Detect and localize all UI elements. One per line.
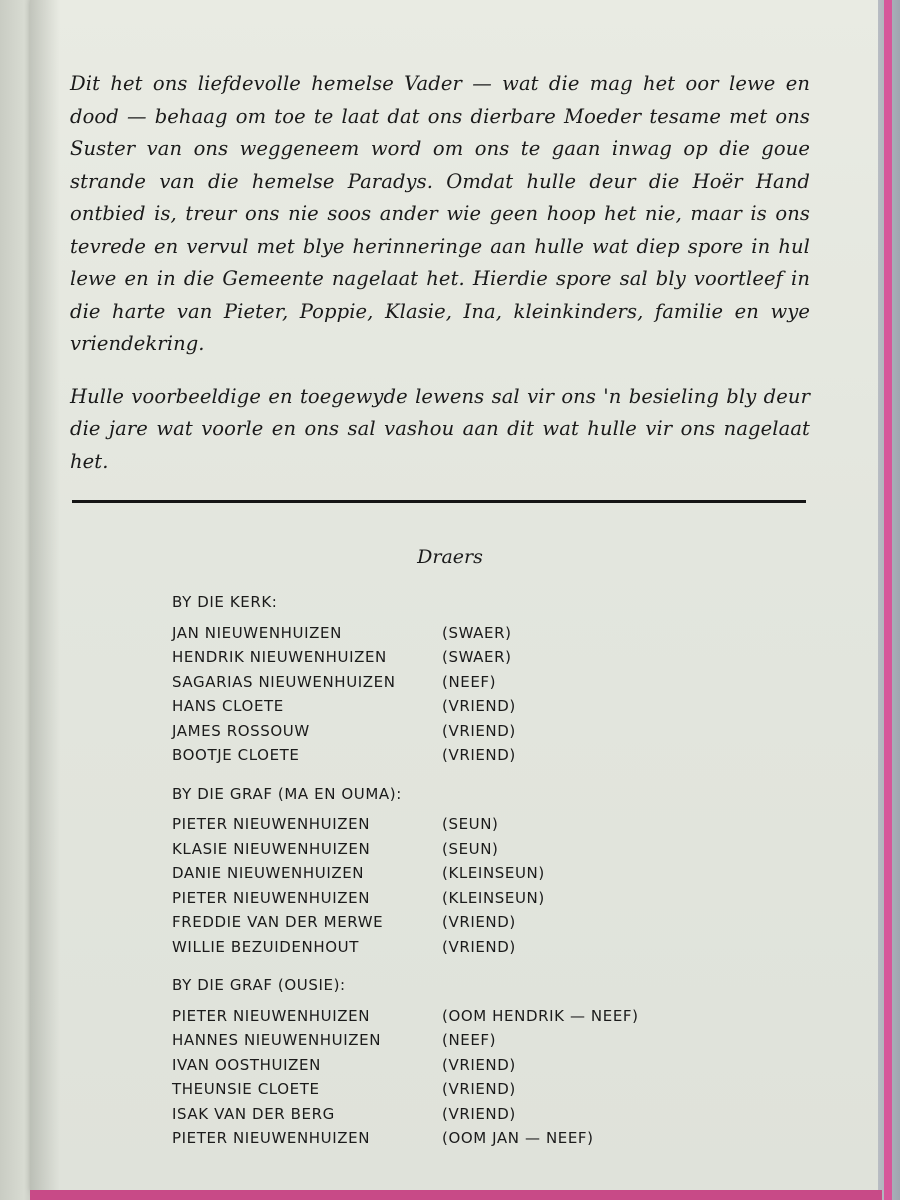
bearer-relation: (VRIEND)	[442, 1104, 516, 1123]
section-label: BY DIE GRAF (OUSIE):	[172, 976, 346, 994]
list-item	[172, 861, 772, 886]
memorial-paragraph-2: Hulle voorbeeldige en toegewyde lewens sal vir ons 'n besieling bly deur die jare wat voorle en ons sal vashou aan dit wat hulle vir ons nagelaat het.	[70, 384, 810, 473]
bearer-relation: (VRIEND)	[442, 937, 516, 956]
bearer-relation: (SWAER)	[442, 623, 512, 642]
pallbearers-heading: Draers	[417, 546, 483, 568]
memorial-paragraph-1: Dit het ons liefdevolle hemelse Vader — wat die mag het oor lewe en dood — behaag om toe te laat dat ons dierbare Moeder tesame met ons Suster van ons weggeneem word om ons te gaan inwag op die goue strande van die hemelse Paradys. Omdat hulle deur die Hoër Hand ontbied is, treur ons nie soos ander wie geen hoop het nie, maar is ons tevrede en vervul met blye herinneringe aan hulle wat diep spore in hul lewe en in die Gemeente nagelaat het. Hierdie spore sal bly voortleef in die harte van Pieter, Poppie, Klasie, Ina, kleinkinders, familie en wye vriendekring.	[70, 72, 810, 355]
bearer-name: PIETER NIEUWENHUIZEN	[172, 1006, 371, 1025]
bearer-relation: (SWAER)	[442, 648, 512, 666]
list-item	[172, 837, 772, 862]
bearer-relation: (SEUN)	[442, 839, 499, 858]
bearer-relation: (VRIEND)	[442, 746, 516, 764]
bearer-name: IVAN OOSTHUIZEN	[172, 1055, 321, 1074]
bearer-name: JAMES ROSSOUW	[172, 721, 310, 740]
bearer-name: HANS CLOETE	[172, 697, 284, 715]
list-item	[172, 719, 772, 744]
bearer-relation: (VRIEND)	[442, 913, 516, 931]
bearer-name: JAN NIEUWENHUIZEN	[172, 623, 342, 642]
list-item	[172, 1004, 772, 1029]
list-item	[172, 1077, 772, 1102]
bearer-relation: (KLEINSEUN)	[442, 864, 545, 882]
bearer-relation: (VRIEND)	[442, 697, 516, 715]
bearer-name: KLASIE NIEUWENHUIZEN	[172, 839, 371, 858]
bearer-relation: (NEEF)	[442, 672, 497, 691]
bearer-name: PIETER NIEUWENHUIZEN	[172, 815, 371, 833]
bearer-relation: (VRIEND)	[442, 1080, 516, 1098]
list-item	[172, 1053, 772, 1078]
bearer-relation: (SEUN)	[442, 815, 499, 833]
right-background-edge	[878, 0, 900, 1200]
bottom-background-edge	[30, 1190, 882, 1200]
horizontal-divider	[72, 500, 806, 503]
list-item	[172, 645, 772, 670]
bearer-name: FREDDIE VAN DER MERWE	[172, 913, 384, 931]
bearer-relation: (KLEINSEUN)	[442, 888, 545, 907]
bearer-name: PIETER NIEUWENHUIZEN	[172, 1129, 371, 1147]
bearer-name: SAGARIAS NIEUWENHUIZEN	[172, 672, 396, 691]
bearer-name: THEUNSIE CLOETE	[172, 1080, 320, 1098]
bearer-name: WILLIE BEZUIDENHOUT	[172, 937, 359, 956]
list-item	[172, 743, 772, 768]
section-label: BY DIE KERK:	[172, 593, 278, 611]
list-item	[172, 886, 772, 911]
list-item	[172, 910, 772, 935]
bearer-name: BOOTJE CLOETE	[172, 746, 300, 764]
bearer-name: PIETER NIEUWENHUIZEN	[172, 888, 371, 907]
bearer-relation: (NEEF)	[442, 1031, 497, 1049]
bearer-name: ISAK VAN DER BERG	[172, 1104, 335, 1123]
memorial-text	[70, 68, 810, 498]
bearer-name: DANIE NIEUWENHUIZEN	[172, 864, 365, 882]
pallbearers-list	[172, 590, 772, 1151]
bearer-relation: (OOM JAN — NEEF)	[442, 1129, 594, 1147]
list-item	[172, 812, 772, 837]
list-item	[172, 670, 772, 695]
bearer-relation: (VRIEND)	[442, 721, 516, 740]
list-item	[172, 1126, 772, 1151]
bearer-relation: (VRIEND)	[442, 1055, 516, 1074]
list-item	[172, 935, 772, 960]
list-item	[172, 694, 772, 719]
list-item	[172, 1028, 772, 1053]
bearer-name: HENDRIK NIEUWENHUIZEN	[172, 648, 387, 666]
bearer-name: HANNES NIEUWENHUIZEN	[172, 1031, 382, 1049]
bearer-relation: (OOM HENDRIK — NEEF)	[442, 1006, 639, 1025]
list-item	[172, 621, 772, 646]
list-item	[172, 1102, 772, 1127]
section-label: BY DIE GRAF (MA EN OUMA):	[172, 784, 402, 803]
